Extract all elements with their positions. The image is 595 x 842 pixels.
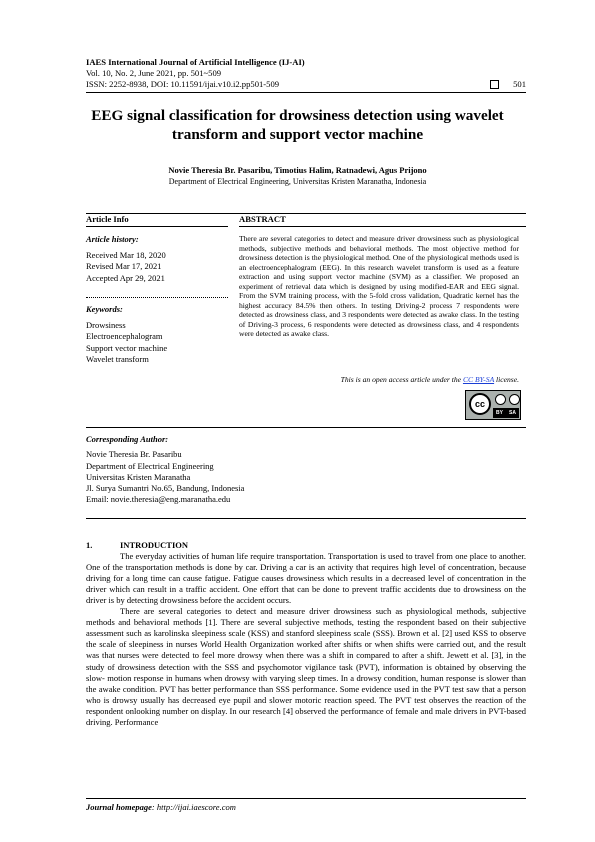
info-top-rule — [86, 213, 526, 214]
by-icon — [495, 394, 506, 405]
introduction-section — [86, 540, 526, 728]
open-access-note — [239, 375, 519, 384]
corresponding-bottom-rule — [86, 518, 526, 519]
header-rule — [86, 92, 526, 93]
info-rule — [86, 226, 228, 227]
abstract-body — [239, 234, 519, 339]
corresponding-line: Universitas Kristen Maranatha — [86, 471, 191, 482]
by-label: BY — [496, 410, 503, 416]
abstract-heading: ABSTRACT — [239, 214, 286, 224]
journal-volume: Vol. 10, No. 2, June 2021, pp. 501~509 — [86, 68, 222, 78]
journal-header — [86, 57, 526, 90]
sa-icon — [509, 394, 520, 405]
footer-rule — [86, 798, 526, 799]
article-info-heading: Article Info — [86, 214, 129, 224]
abstract-text: There are several categories to detect and measure driver drowsiness such as physiological methods, subjective methods and behavioral methods. The most objective method for drowsiness detection is the physiological method. One of the physiological methods used is an electroencephalogram (EEG). In this research wavelet transform is used as a feature extraction and using support vector machine (SVM) as a classifier. We proposed an experiment of retrieval data which is designed by using modified-EAR and EEG signal. From the SVM training process, with the 5-fold cross validation, Quadratic kernel has the highest accuracy 84.5% then others. In testing Driving-2 process 7 respondents were detected as drowsiness class, and 3 respondents were detected as awake class. In the testing of Driving-3 process, 6 respondents were detected as drowsiness class, and 4 respondents were detected as awake class. — [239, 234, 519, 339]
square-icon — [490, 80, 499, 89]
history-heading: Article history: — [86, 234, 139, 244]
intro-paragraph-2: There are several categories to detect and measure driver drowsiness such as physiological methods, subjective methods and behavioral methods [1]. There are several subjective methods, testing the respondent based on their subjective assessment such as karolinska sleepiness scale (KSS) and stanford sleepiness scale (SSS). Brown et al. [2] used KSS to observe the scale of sleepiness in nurses World Health Organization worked after shifts or when shifts were carried out, and the result was that nurses were detected to feel more drowsy when there was a shift in compared to after a shift. Jewett et al. [3], in the study of drowsiness detection with the SSS and psychomotor vigilance task (PVT), information is obtained by observing the slow- motion response in humans when drowsy with varying sleep times. In a drowsy condition, human response is slower than the awake condition. PVT has better performance than SSS performance. Some evidence used in the PVT test saw that a person who is drowsy usually has decreased eye pupil and slower motoric reaction speed. The PVT test observes the reaction of the respondent onlooking number on display. In our research [4] observed the performance of female and male drivers in PVT-based driving. Performance — [86, 606, 526, 727]
keyword-item: Support vector machine — [86, 342, 168, 353]
cc-icon: cc — [469, 393, 491, 415]
introduction-heading — [86, 540, 526, 551]
article-history — [86, 234, 228, 284]
license-link[interactable]: CC BY-SA — [462, 375, 495, 384]
corresponding-line: Jl. Surya Sumantri No.65, Bandung, Indonesia — [86, 483, 245, 494]
keyword-item: Wavelet transform — [86, 353, 149, 364]
open-access-prefix: This is an open access article under the — [340, 375, 463, 384]
keywords — [86, 304, 228, 365]
journal-footer — [86, 802, 236, 812]
journal-title: IAES International Journal of Artificial Intelligence (IJ-AI) — [86, 57, 305, 67]
page-number: 501 — [513, 79, 526, 89]
corresponding-rule — [86, 427, 526, 428]
paper-title: EEG signal classification for drowsiness detection using wavelet transform and support vector machine — [91, 107, 504, 143]
open-access-suffix: license. — [494, 375, 519, 384]
authors: Novie Theresia Br. Pasaribu, Timotius Halim, Ratnadewi, Agus Prijono — [168, 165, 427, 175]
section-number: 1. — [86, 540, 93, 550]
corresponding-heading: Corresponding Author: — [86, 434, 169, 444]
corresponding-line: Email: novie.theresia@eng.maranatha.edu — [86, 494, 231, 505]
accepted-date: Accepted Apr 29, 2021 — [86, 272, 165, 283]
corresponding-line: Novie Theresia Br. Pasaribu — [86, 449, 182, 460]
revised-date: Revised Mar 17, 2021 — [86, 261, 162, 272]
sa-label: SA — [509, 410, 516, 416]
intro-paragraph-1: The everyday activities of human life require transportation. Transportation is used to travel from one place to another. One of the transportation methods is done by car. Driving a car is an activity that requires high level of concentration, because driving for a long time can cause fatigue. Fatigue causes drowsiness which results in a decreased level of concentration in the driver which can result in a traffic accident. One effort that can be done to prevent traffic accidents due to drowsiness on the driver is by detecting drowsiness before the accident occurs. — [86, 551, 526, 606]
received-date: Received Mar 18, 2020 — [86, 250, 166, 261]
cc-by-sa-badge[interactable] — [465, 390, 521, 420]
keywords-heading: Keywords: — [86, 304, 123, 314]
section-title: INTRODUCTION — [120, 540, 189, 550]
keyword-item: Electroencephalogram — [86, 331, 163, 342]
info-dotted-rule — [86, 297, 228, 298]
corresponding-author — [86, 434, 386, 506]
issn-row — [86, 79, 526, 90]
corresponding-line: Department of Electrical Engineering — [86, 460, 214, 471]
footer-url[interactable]: : http://ijai.iaescore.com — [151, 802, 236, 812]
keyword-item: Drowsiness — [86, 320, 126, 331]
issn-doi: ISSN: 2252-8938, DOI: 10.11591/ijai.v10.i2.pp501-509 — [86, 79, 280, 89]
footer-label: Journal homepage — [86, 802, 152, 812]
abstract-rule — [239, 226, 526, 227]
affiliation: Department of Electrical Engineering, Universitas Kristen Maranatha, Indonesia — [168, 177, 427, 186]
